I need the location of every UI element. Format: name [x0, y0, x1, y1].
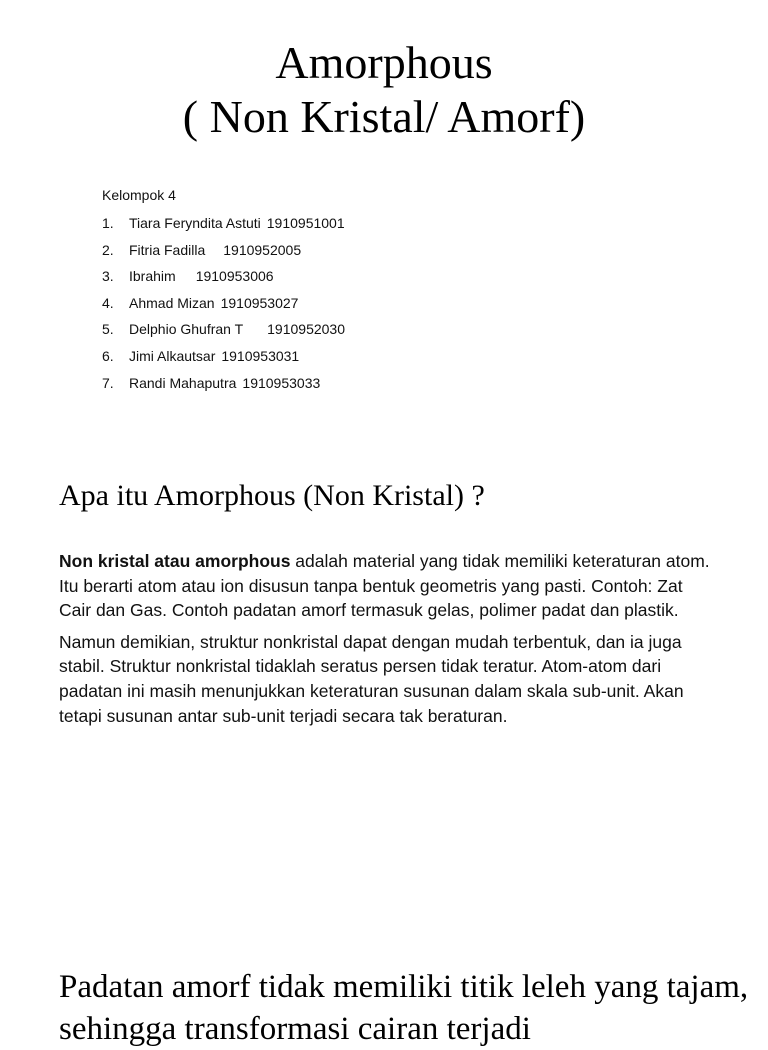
- list-item: [102, 290, 345, 317]
- member-number: 4.: [102, 294, 114, 311]
- section-body: [59, 549, 719, 735]
- section-heading: Apa itu Amorphous (Non Kristal) ?: [59, 479, 485, 512]
- next-slide-text: Padatan amorf tidak memiliki titik leleh yang tajam, sehingga transformasi cairan terjadi: [59, 969, 749, 1047]
- member-list: [102, 210, 345, 396]
- member-name: Randi Mahaputra: [129, 374, 237, 391]
- member-number: 3.: [102, 268, 114, 285]
- member-name: Ahmad Mizan: [129, 294, 215, 311]
- list-item: [102, 370, 345, 397]
- member-number: 7.: [102, 374, 114, 391]
- member-id: 1910951001: [266, 215, 345, 231]
- paragraph-1: [59, 549, 719, 623]
- member-name: Tiara Feryndita Astuti: [129, 215, 261, 231]
- list-item: [102, 263, 345, 290]
- member-name: Jimi Alkautsar: [129, 347, 216, 364]
- list-item: [102, 210, 345, 237]
- member-number: 2.: [102, 241, 114, 258]
- list-item: [102, 316, 345, 343]
- member-name: Ibrahim: [129, 268, 176, 285]
- paragraph-2: Namun demikian, struktur nonkristal dapat dengan mudah terbentuk, dan ia juga stabil. Struktur nonkristal tidaklah seratus persen tidak teratur. Atom-atom dari padatan ini masih menunjukkan keteraturan susunan dalam skala sub-unit. Akan tetapi susunan antar sub-unit terjadi secara tak beraturan.: [59, 631, 684, 726]
- title-line-1: Amorphous: [275, 37, 493, 88]
- member-id: 1910952030: [267, 321, 346, 338]
- member-id: 1910953027: [220, 294, 299, 311]
- member-number: 5.: [102, 321, 114, 338]
- member-id: 1910953033: [242, 374, 321, 391]
- group-block: [102, 184, 345, 396]
- member-name: Delphio Ghufran T: [129, 321, 244, 338]
- list-item: [102, 343, 345, 370]
- page-title: [0, 36, 768, 144]
- member-id: 1910953031: [221, 347, 300, 364]
- list-item: [102, 237, 345, 264]
- member-number: 6.: [102, 347, 114, 364]
- paragraph-1-bold: Non kristal atau amorphous: [59, 551, 291, 571]
- paragraph-1-text: adalah material yang tidak memiliki keteraturan atom. Itu berarti atom atau ion disusun tanpa bentuk geometris yang pasti. Contoh: Zat Cair dan Gas. Contoh padatan amorf termasuk gelas, polimer padat dan plastik.: [59, 551, 710, 621]
- member-number: 1.: [102, 215, 114, 231]
- title-line-2: ( Non Kristal/ Amorf): [182, 91, 586, 142]
- member-name: Fitria Fadilla: [129, 241, 206, 258]
- member-id: 1910952005: [223, 241, 302, 258]
- member-id: 1910953006: [195, 268, 274, 285]
- group-label: Kelompok 4: [102, 187, 176, 203]
